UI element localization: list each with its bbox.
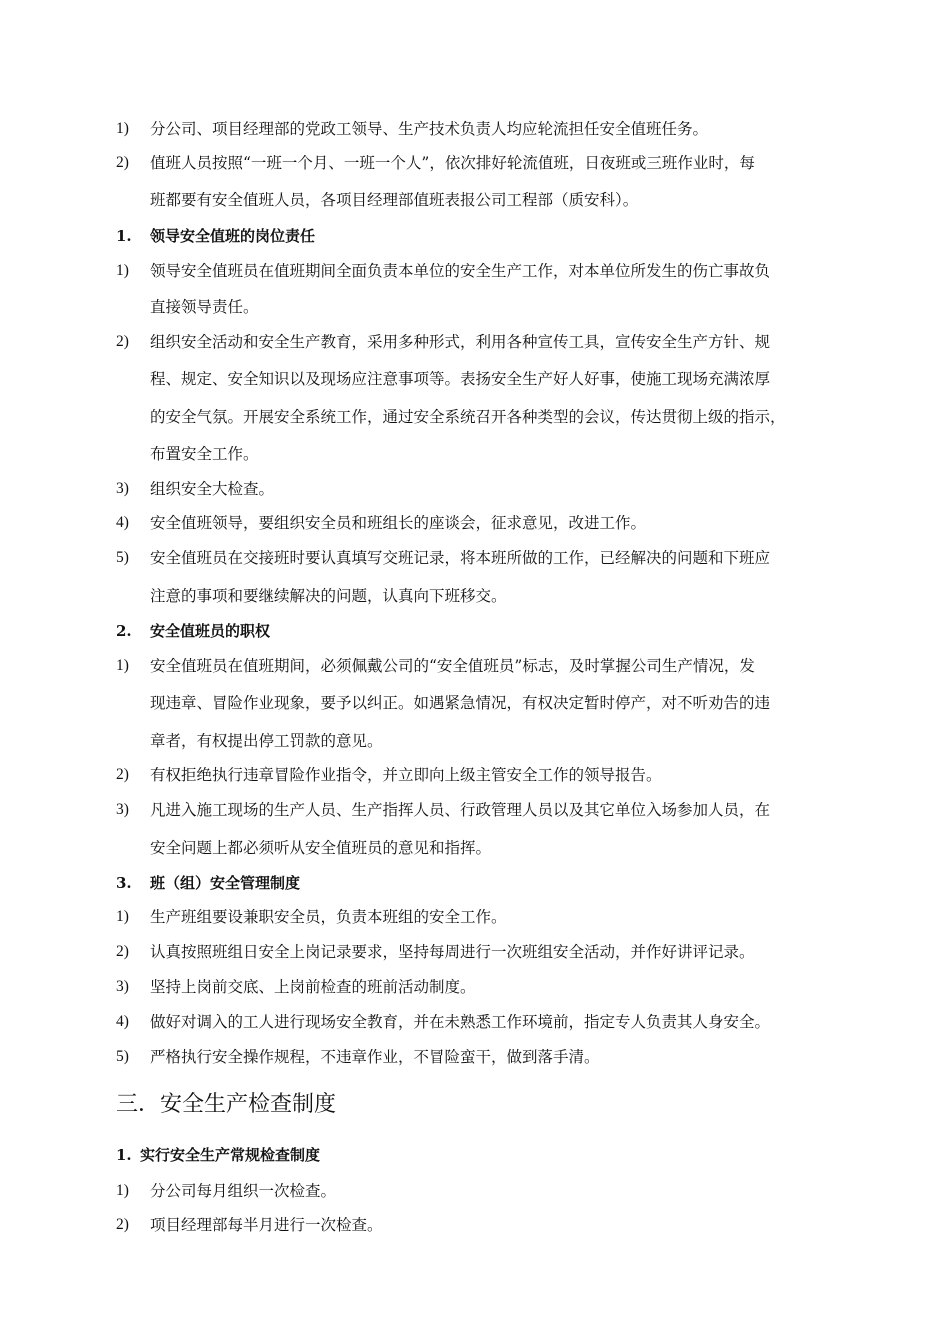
document-page: 1) 分公司、项目经理部的党政工领导、生产技术负责人均应轮流担任安全值班任务。 2) 值班人员按照“一班一个月、一班一个人”，依次排好轮流值班，日夜班或三班作业时，每 班都要有安全值班人员，各项目经理部值班表报公司工程部（质安科）。 1. 领导安全值班的岗位责任 1) 领导安全值班员在值班期间全面负责本单位的安全生产工作，对本单位所发生的伤亡事故负 直接领导责任。 2) 组织安全活动和安全生产教育，采用多种形式，利用各种宣传工具，宣传安全生产方针、规 程、规定、安全知识以及现场应注意事项等。表扬安全生产好人好事，使施工现场充满浓厚 的安全气氛。开展安全系统工作，通过安全系统召开各种类型的会议，传达贯彻上级的指示， 布置安全工作。 3) 组织安全大检查。 4) 安全值班领导，要组织安全员和班组长的座谈会，征求意见，改进工作。 5) 安全值班员在交接班时要认真填写交班记录，将本班所做的工作，已经解决的问题和下班应 注意的事项和要继续解决的问题，认真向下班移交。 2. 安全值班员的职权 1) 安全值班员在值班期间，必须佩戴公司的“安全值班员”标志，及时掌握公司生产情况，发 现违章、冒险作业现象，要予以纠正。如遇紧急情况，有权决定暂时停产，对不听劝告的违 章者，有权提出停工罚款的意见。 2) 有权拒绝执行违章冒险作业指令，并立即向上级主管安全工作的领导报告。 3) 凡进入施工现场的生产人员、生产指挥人员、行政管理人员以及其它单位入场参加人员，在 安全问题上都必须听从安全值班员的意见和指挥。 3. 班（组）安全管理制度 1) 生产班组要设兼职安全员，负责本班组的安全工作。 2) 认真按照班组日安全上岗记录要求，坚持每周进行一次班组安全活动，并作好讲评记录。 3) 坚持上岗前交底、上岗前检查的班前活动制度。 4) 做好对调入的工人进行现场安全教育，并在未熟悉工作环境前，指定专人负责其人身安全。 5) 严格执行安全操作规程，不违章作业，不冒险蛮干，做到落手清。 三．安全生产检查制度 1. 实行安全生产常规检查制度 1) 分公司每月组织一次检查。 2) 项目经理部每半月进行一次检查。 (116, 120, 786, 1234)
chapter-heading: 三．安全生产检查制度 (116, 1092, 337, 1117)
